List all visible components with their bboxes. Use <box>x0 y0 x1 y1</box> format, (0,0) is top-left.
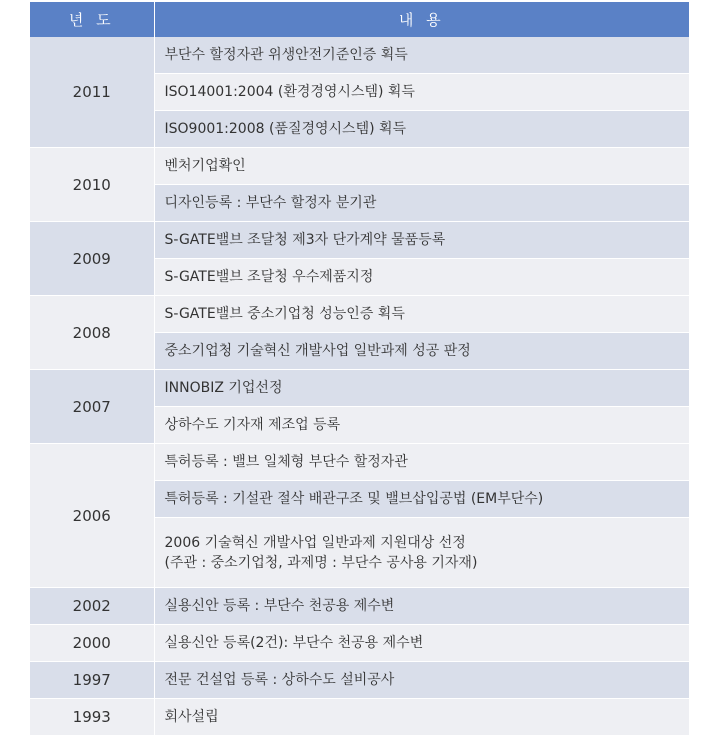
year-cell: 2006 <box>30 444 154 588</box>
company-history-table <box>30 2 689 736</box>
year-column-header: 년 도 <box>30 2 154 37</box>
history-item: 전문 건설업 등록 : 상하수도 설비공사 <box>154 662 689 699</box>
table-row <box>30 370 689 407</box>
history-item: S-GATE밸브 중소기업청 성능인증 획득 <box>154 296 689 333</box>
year-cell: 1997 <box>30 662 154 699</box>
year-cell: 2009 <box>30 222 154 296</box>
year-cell: 1993 <box>30 699 154 736</box>
history-item: 부단수 할정자관 위생안전기준인증 획득 <box>154 37 689 74</box>
table-row <box>30 296 689 333</box>
history-item: S-GATE밸브 조달청 우수제품지정 <box>154 259 689 296</box>
table-row <box>30 588 689 625</box>
table-row <box>30 444 689 481</box>
history-item: 상하수도 기자재 제조업 등록 <box>154 407 689 444</box>
table-row <box>30 148 689 185</box>
table-row <box>30 37 689 74</box>
history-item <box>154 518 689 588</box>
table-row <box>30 699 689 736</box>
table-row <box>30 222 689 259</box>
history-item-line: 2006 기술혁신 개발사업 일반과제 지원대상 선정 <box>164 534 466 551</box>
content-column-header: 내 용 <box>154 2 689 37</box>
history-item: ISO14001:2004 (환경경영시스템) 획득 <box>154 74 689 111</box>
history-item: 벤처기업확인 <box>154 148 689 185</box>
history-item: 특허등록 : 밸브 일체형 부단수 할정자관 <box>154 444 689 481</box>
year-cell: 2008 <box>30 296 154 370</box>
year-cell: 2011 <box>30 37 154 148</box>
table-row <box>30 625 689 662</box>
history-item: INNOBIZ 기업선정 <box>154 370 689 407</box>
history-item: 회사설립 <box>154 699 689 736</box>
history-item: ISO9001:2008 (품질경영시스템) 획득 <box>154 111 689 148</box>
history-item: S-GATE밸브 조달청 제3자 단가계약 물품등록 <box>154 222 689 259</box>
year-cell: 2010 <box>30 148 154 222</box>
year-cell: 2000 <box>30 625 154 662</box>
table-row <box>30 662 689 699</box>
year-cell: 2002 <box>30 588 154 625</box>
history-item: 실용신안 등록 : 부단수 천공용 제수변 <box>154 588 689 625</box>
history-item: 중소기업청 기술혁신 개발사업 일반과제 성공 판정 <box>154 333 689 370</box>
history-item: 특허등록 : 기설관 절삭 배관구조 및 밸브삽입공법 (EM부단수) <box>154 481 689 518</box>
table-header-row <box>30 2 689 37</box>
history-item: 디자인등록 : 부단수 할정자 분기관 <box>154 185 689 222</box>
history-item-line: (주관 : 중소기업청, 과제명 : 부단수 공사용 기자재) <box>164 554 478 571</box>
history-item: 실용신안 등록(2건): 부단수 천공용 제수변 <box>154 625 689 662</box>
year-cell: 2007 <box>30 370 154 444</box>
